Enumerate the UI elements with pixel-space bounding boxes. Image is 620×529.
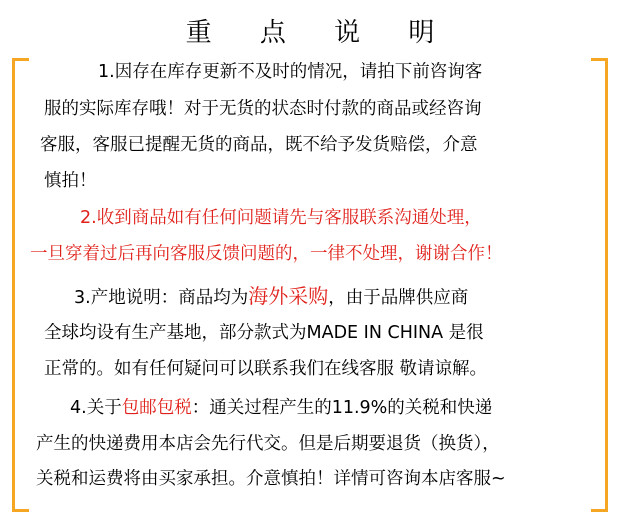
note-4-prefix: 4.关于 xyxy=(70,398,122,418)
note-1-line-4: 慎拍！ xyxy=(44,171,97,191)
note-1-line-3: 客服，客服已提醒无货的商品，既不给予发货赔偿，介意 xyxy=(40,135,478,155)
note-3-suffix: ，由于品牌供应商 xyxy=(328,288,469,308)
note-1-line-1: 1.因存在库存更新不及时的情况，请拍下前咨询客 xyxy=(98,62,483,82)
note-2-line-2: 一旦穿着过后再向客服反馈问题的，一律不处理，谢谢合作！ xyxy=(30,244,503,264)
note-3-prefix: 3.产地说明：商品均为 xyxy=(74,288,249,308)
note-4-line-1 xyxy=(70,397,492,419)
note-3-line-1 xyxy=(74,285,468,309)
note-4-suffix: ：通关过程产生的11.9%的关税和快递 xyxy=(191,398,493,418)
page-title: 重 点 说 明 xyxy=(185,18,455,48)
note-1-line-2: 服的实际库存哦！对于无货的状态时付款的商品或经咨询 xyxy=(44,99,482,119)
note-4-line-2: 产生的快递费用本店会先行代交。但是后期要退货（换货）， xyxy=(36,434,500,454)
overseas-purchase-highlight: 海外采购 xyxy=(248,284,329,308)
note-3-line-2: 全球均设有生产基地，部分款式为MADE IN CHINA 是很 xyxy=(44,323,484,343)
note-3-line-3: 正常的。如有任何疑问可以联系我们在线客服 敬请谅解。 xyxy=(44,359,488,379)
left-bracket xyxy=(12,58,29,512)
free-shipping-tax-highlight: 包邮包税 xyxy=(121,398,192,418)
note-4-line-3: 关税和运费将由买家承担。介意慎拍！详情可咨询本店客服~ xyxy=(36,469,506,489)
note-2-line-1: 2.收到商品如有任何问题请先与客服联系沟通处理， xyxy=(80,208,482,228)
right-bracket xyxy=(591,58,608,512)
